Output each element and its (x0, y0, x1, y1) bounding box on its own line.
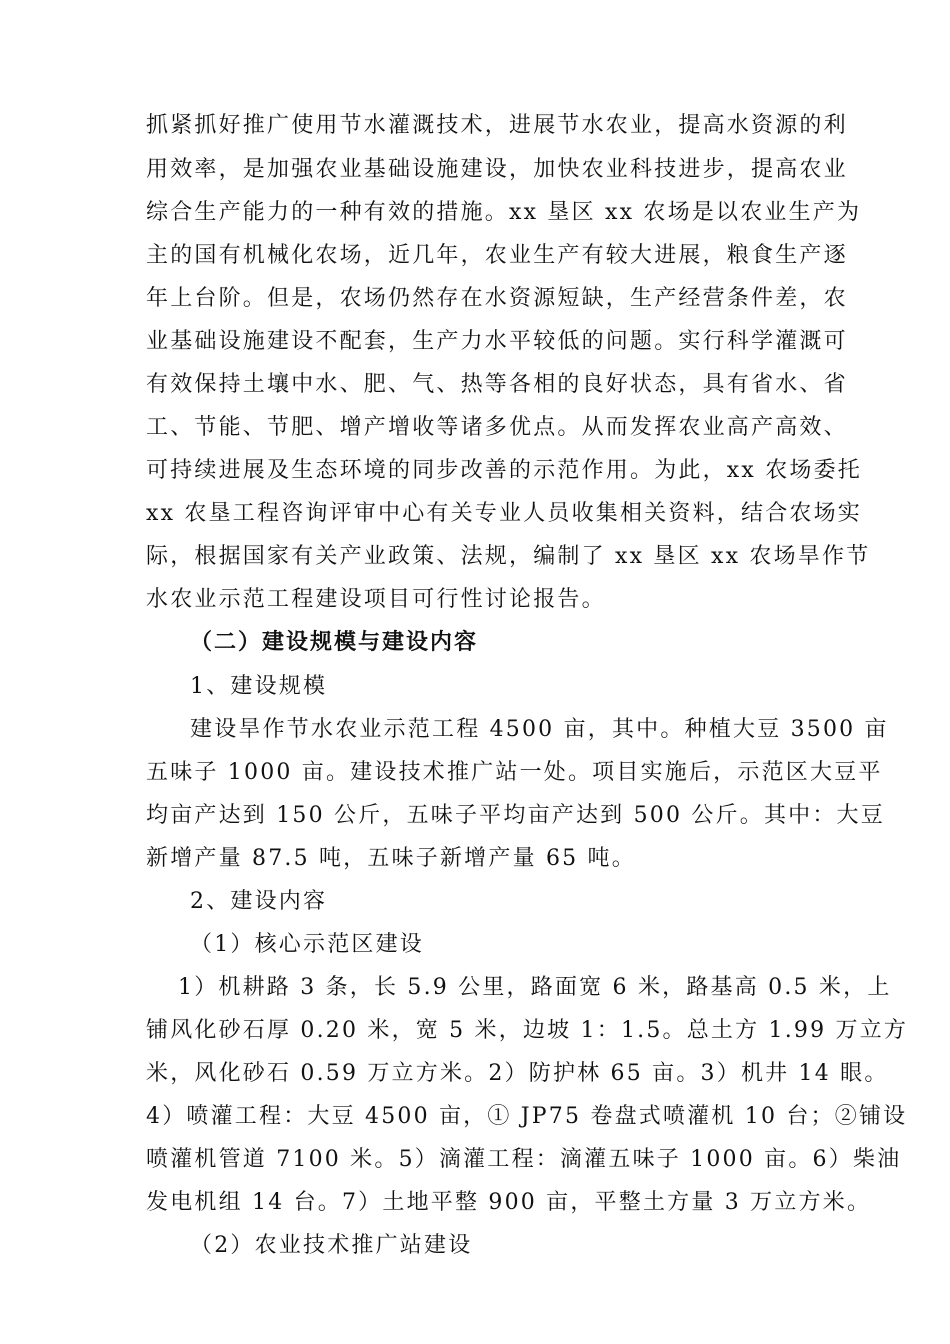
scale-line: 新增产量 87.5 吨，五味子新增产量 65 吨。 (146, 846, 636, 871)
core-line: 米，风化砂石 0.59 万立方米。2）防护林 65 亩。3）机井 14 眼。 (146, 1061, 889, 1086)
intro-line: 可持续进展及生态环境的同步改善的示范作用。为此，xx 农场委托 (146, 458, 863, 483)
intro-line: 年上台阶。但是，农场仍然存在水资源短缺，生产经营条件差，农 (146, 286, 848, 311)
scale-line: 建设旱作节水农业示范工程 4500 亩，其中。种植大豆 3500 亩 (190, 717, 889, 742)
intro-line: 用效率，是加强农业基础设施建设，加快农业科技进步，提高农业 (146, 157, 848, 182)
station-heading: （2）农业技术推广站建设 (190, 1233, 473, 1258)
core-line: 发电机组 14 台。7）土地平整 900 亩，平整土方量 3 万立方米。 (146, 1190, 872, 1215)
intro-line: 水农业示范工程建设项目可行性讨论报告。 (146, 587, 606, 612)
core-line: 1）机耕路 3 条，长 5.9 公里，路面宽 6 米，路基高 0.5 米，上 (178, 975, 892, 1000)
core-line: 铺风化砂石厚 0.20 米，宽 5 米，边坡 1：1.5。总土方 1.99 万立方 (146, 1018, 909, 1043)
intro-line: 抓紧抓好推广使用节水灌溉技术，进展节水农业，提高水资源的利 (146, 113, 848, 138)
core-line: 4）喷灌工程：大豆 4500 亩，① JP75 卷盘式喷灌机 10 台；②铺设 (146, 1104, 908, 1129)
intro-line: 主的国有机械化农场，近几年，农业生产有较大进展，粮食生产逐 (146, 243, 848, 268)
core-area-heading: （1）核心示范区建设 (190, 932, 424, 957)
intro-line: 综合生产能力的一种有效的措施。xx 垦区 xx 农场是以农业生产为 (146, 200, 862, 225)
subsection-heading-content: 2、建设内容 (190, 889, 328, 914)
intro-line: xx 农垦工程咨询评审中心有关专业人员收集相关资料，结合农场实 (146, 501, 863, 526)
subsection-heading-scale: 1、建设规模 (190, 674, 328, 699)
scale-line: 五味子 1000 亩。建设技术推广站一处。项目实施后，示范区大豆平 (146, 760, 883, 785)
section-heading: （二）建设规模与建设内容 (190, 630, 479, 655)
intro-line: 际，根据国家有关产业政策、法规，编制了 xx 垦区 xx 农场旱作节 (146, 544, 871, 569)
intro-line: 业基础设施建设不配套，生产力水平较低的问题。实行科学灌溉可 (146, 329, 848, 354)
intro-line: 有效保持土壤中水、肥、气、热等各相的良好状态，具有省水、省 (146, 372, 848, 397)
scale-line: 均亩产达到 150 公斤，五味子平均亩产达到 500 公斤。其中：大豆 (146, 803, 885, 828)
intro-line: 工、节能、节肥、增产增收等诸多优点。从而发挥农业高产高效、 (146, 415, 848, 440)
core-line: 喷灌机管道 7100 米。5）滴灌工程：滴灌五味子 1000 亩。6）柴油 (146, 1147, 902, 1172)
